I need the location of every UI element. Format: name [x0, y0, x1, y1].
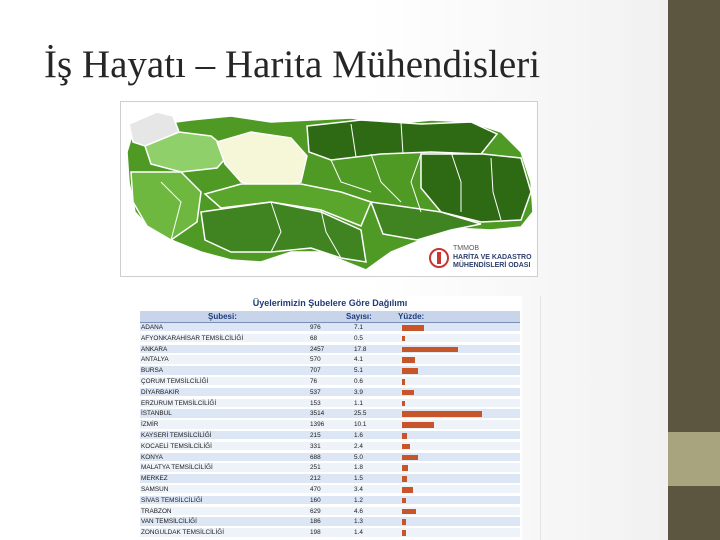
- row-branch-name: ANTALYA: [141, 356, 169, 364]
- row-count: 198: [310, 529, 321, 537]
- row-branch-name: AFYONKARAHİSAR TEMSİLCİLİĞİ: [141, 334, 244, 342]
- table-row: [140, 517, 520, 526]
- table-row: [140, 409, 520, 418]
- table-row: [140, 388, 520, 397]
- row-percent-bar: [402, 357, 415, 363]
- row-percent: 0.5: [354, 334, 363, 342]
- table-header: [140, 311, 520, 323]
- row-percent-bar: [402, 444, 410, 450]
- row-count: 1396: [310, 421, 325, 429]
- table-row: [140, 507, 520, 516]
- row-percent-bar: [402, 347, 458, 353]
- table-row: [140, 334, 520, 343]
- table-row: [140, 377, 520, 386]
- row-percent-bar: [402, 519, 406, 525]
- row-branch-name: TRABZON: [141, 507, 172, 515]
- row-count: 2457: [310, 345, 325, 353]
- row-percent: 3.9: [354, 388, 363, 396]
- table-row: [140, 453, 520, 462]
- row-branch-name: MALATYA TEMSİLCİLİĞİ: [141, 464, 213, 472]
- table-row: [140, 345, 520, 354]
- table-row: [140, 474, 520, 483]
- row-branch-name: DİYARBAKIR: [141, 388, 180, 396]
- row-percent: 1.3: [354, 518, 363, 526]
- row-percent-bar: [402, 325, 424, 331]
- row-percent: 1.2: [354, 496, 363, 504]
- row-count: 3514: [310, 410, 325, 418]
- row-branch-name: SİVAS TEMSİLCİLİĞİ: [141, 496, 203, 504]
- table-row: [140, 323, 520, 332]
- table-row: [140, 463, 520, 472]
- logo-line-1: TMMOB: [453, 245, 480, 252]
- row-percent-bar: [402, 433, 407, 439]
- row-percent-bar: [402, 368, 418, 374]
- row-percent: 1.1: [354, 399, 363, 407]
- row-branch-name: MERKEZ: [141, 475, 168, 483]
- row-percent-bar: [402, 498, 406, 504]
- row-branch-name: İZMİR: [141, 421, 159, 429]
- row-count: 707: [310, 367, 321, 375]
- row-percent-bar: [402, 422, 434, 428]
- row-count: 331: [310, 442, 321, 450]
- row-percent-bar: [402, 509, 416, 515]
- table-row: [140, 496, 520, 505]
- row-count: 68: [310, 334, 318, 342]
- logo-line-2: HARİTA VE KADASTRO: [453, 253, 532, 261]
- row-percent: 4.6: [354, 507, 363, 515]
- row-percent-bar: [402, 411, 482, 417]
- row-percent: 2.4: [354, 442, 363, 450]
- row-percent: 1.5: [354, 475, 363, 483]
- row-percent-bar: [402, 487, 413, 493]
- row-percent: 1.4: [354, 529, 363, 537]
- row-count: 470: [310, 486, 321, 493]
- row-percent-bar: [402, 379, 405, 385]
- table-row: [140, 355, 520, 364]
- row-count: 570: [310, 356, 321, 364]
- row-percent: 0.6: [354, 378, 363, 385]
- row-branch-name: KAYSERİ TEMSİLCİLİĞİ: [141, 432, 212, 439]
- row-percent: 5.1: [354, 367, 363, 375]
- row-percent-bar: [402, 530, 406, 536]
- row-branch-name: KOCAELİ TEMSİLCİLİĞİ: [141, 442, 212, 450]
- row-count: 629: [310, 507, 321, 515]
- row-percent-bar: [402, 401, 405, 407]
- tmmob-logo: [427, 242, 539, 276]
- row-branch-name: ZONGULDAK TEMSİLCİLİĞİ: [141, 529, 224, 537]
- row-branch-name: VAN TEMSİLCİLİĞİ: [141, 518, 197, 526]
- row-percent: 7.1: [354, 324, 363, 331]
- table-row: [140, 420, 520, 429]
- table-row: [140, 431, 520, 440]
- table-row: [140, 366, 520, 375]
- row-branch-name: ÇORUM TEMSİLCİLİĞİ: [141, 378, 209, 385]
- turkey-map: [120, 101, 538, 277]
- row-percent: 4.1: [354, 356, 363, 364]
- row-branch-name: BURSA: [141, 367, 164, 375]
- row-count: 215: [310, 432, 321, 439]
- row-count: 251: [310, 464, 321, 472]
- row-branch-name: İSTANBUL: [141, 410, 172, 418]
- row-branch-name: ADANA: [141, 324, 164, 331]
- row-count: 212: [310, 475, 321, 483]
- tmmob-emblem-icon: [429, 248, 449, 268]
- row-count: 76: [310, 378, 318, 385]
- row-percent-bar: [402, 465, 408, 471]
- logo-line-3: MÜHENDİSLERİ ODASI: [453, 262, 531, 269]
- row-branch-name: SAMSUN: [141, 486, 169, 493]
- row-branch-name: KONYA: [141, 453, 163, 461]
- header-percent: Yüzde:: [398, 312, 425, 321]
- row-count: 688: [310, 453, 321, 461]
- branch-distribution-table: [138, 296, 522, 540]
- row-percent: 5.0: [354, 453, 363, 461]
- sidebar-accent-block: [668, 432, 720, 486]
- header-count: Sayısı:: [346, 312, 372, 321]
- row-percent-bar: [402, 476, 407, 482]
- table-title: Üyelerimizin Şubelere Göre Dağılımı: [252, 298, 408, 308]
- row-count: 186: [310, 518, 321, 526]
- table-rows: [138, 323, 522, 540]
- row-count: 153: [310, 399, 321, 407]
- row-branch-name: ERZURUM TEMSİLCİLİĞİ: [141, 399, 217, 407]
- row-count: 537: [310, 388, 321, 396]
- row-count: 160: [310, 496, 321, 504]
- table-row: [140, 528, 520, 537]
- row-percent: 17.8: [354, 345, 367, 353]
- row-percent: 1.6: [354, 432, 363, 439]
- slide-title: İş Hayatı – Harita Mühendisleri: [44, 43, 541, 86]
- row-percent-bar: [402, 336, 405, 342]
- header-branch: Şubesi:: [208, 312, 237, 321]
- row-percent-bar: [402, 455, 418, 461]
- table-row: [140, 399, 520, 408]
- row-percent: 1.8: [354, 464, 363, 472]
- divider: [540, 296, 541, 540]
- table-row: [140, 485, 520, 494]
- row-percent: 10.1: [354, 421, 367, 429]
- table-row: [140, 442, 520, 451]
- row-percent-bar: [402, 390, 414, 396]
- row-count: 976: [310, 324, 321, 331]
- row-percent: 3.4: [354, 486, 363, 493]
- row-branch-name: ANKARA: [141, 345, 168, 353]
- row-percent: 25.5: [354, 410, 367, 418]
